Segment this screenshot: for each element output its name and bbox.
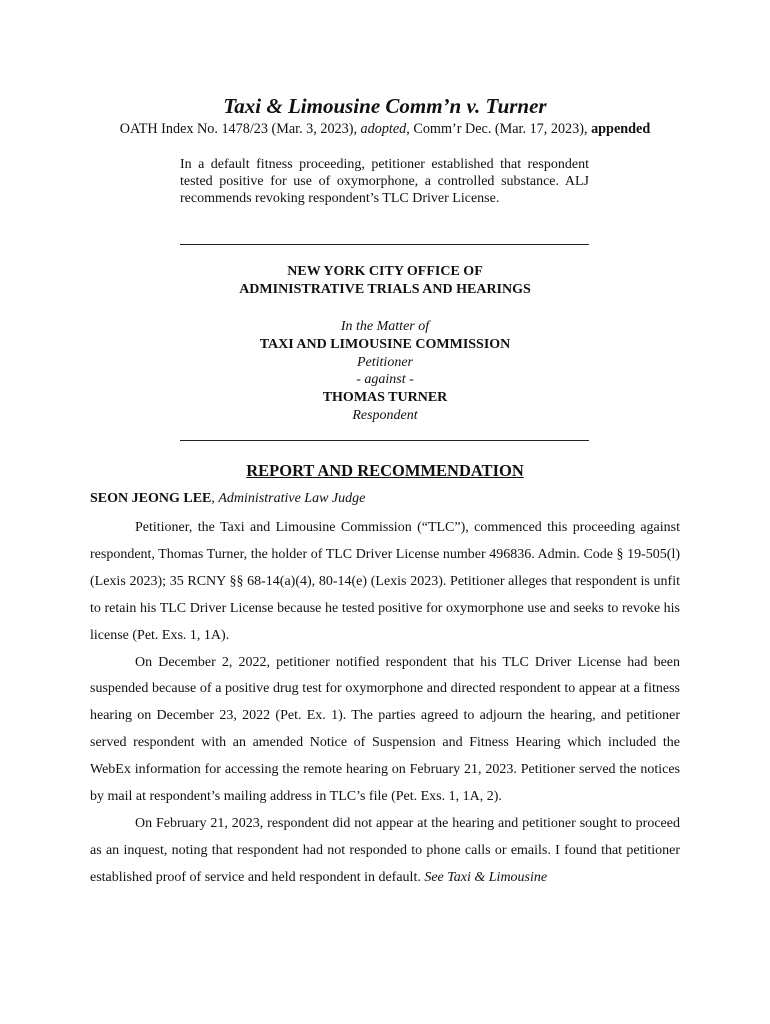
citation-appended: appended [591, 121, 651, 137]
body-paragraph-3 [90, 811, 680, 892]
agency-line-2: ADMINISTRATIVE TRIALS AND HEARINGS [239, 282, 531, 297]
body-paragraph-3-text: On February 21, 2023, respondent did not appear at the hearing and petitioner sought to proceed as an inquest, noting that respondent had not responded to phone calls or emails. I found that petitioner established proof of service and held respondent in default. [90, 815, 680, 885]
judge-line [90, 491, 365, 507]
caption-respondent-name: THOMAS TURNER [322, 390, 448, 406]
caption-petitioner-role: Petitioner [357, 354, 413, 370]
caption-respondent-role: Respondent [352, 407, 418, 423]
divider-bottom [180, 440, 589, 441]
report-body [90, 515, 680, 892]
caption-in-the-matter: In the Matter of [340, 319, 430, 334]
case-citation [0, 121, 770, 138]
body-paragraph-2: On December 2, 2022, petitioner notified respondent that his TLC Driver License had been suspended because of a positive drug test for oxymorphone and directed respondent to appear at a fitness hearing on December 23, 2022 (Pet. Ex. 1). The parties agreed to adjourn the hearing, and petitioner served respondent with an amended Notice of Suspension and Fitness Hearing which included the WebEx information for accessing the remote hearing on February 21, 2023. Petitioner served the notices by mail at respondent’s mailing address in TLC’s file (Pet. Exs. 1, 1A, 2). [90, 654, 680, 805]
caption-petitioner-name: TAXI AND LIMOUSINE COMMISSION [259, 336, 511, 352]
divider-top [180, 244, 589, 245]
agency-line-1: NEW YORK CITY OFFICE OF [287, 264, 483, 279]
judge-name: SEON JEONG LEE [90, 491, 212, 506]
case-caption [0, 318, 770, 425]
citation-adopted: adopted [360, 121, 407, 137]
citation-middle: , Comm’r Dec. (Mar. 17, 2023), [406, 121, 592, 137]
case-summary: In a default fitness proceeding, petitioner established that respondent tested positive for use of oxymorphone, a controlled substance. ALJ recommends revoking respondent’s TLC Driver License. [180, 157, 589, 207]
body-paragraph-1: Petitioner, the Taxi and Limousine Commission (“TLC”), commenced this proceeding against respondent, Thomas Turner, the holder of TLC Driver License number 496836. Admin. Code § 19-505(l) (Lexis 2023); 35 RCNY §§ 68-14(a)(4), 80-14(e) (Lexis 2023). Petitioner alleges that respondent is unfit to retain his TLC Driver License because he tested positive for oxymorphone use and seeks to revoke his license (Pet. Exs. 1, 1A). [90, 520, 680, 643]
caption-against: - against - [356, 372, 414, 388]
judge-title: Administrative Law Judge [218, 491, 366, 506]
report-heading: REPORT AND RECOMMENDATION [246, 461, 524, 480]
case-title: Taxi & Limousine Comm’n v. Turner [223, 94, 547, 118]
body-paragraph-3-see: See Taxi & Limousine [424, 869, 548, 885]
judge-separator: , [211, 491, 219, 506]
agency-name [0, 263, 770, 299]
citation-prefix: OATH Index No. 1478/23 (Mar. 3, 2023), [119, 121, 361, 137]
